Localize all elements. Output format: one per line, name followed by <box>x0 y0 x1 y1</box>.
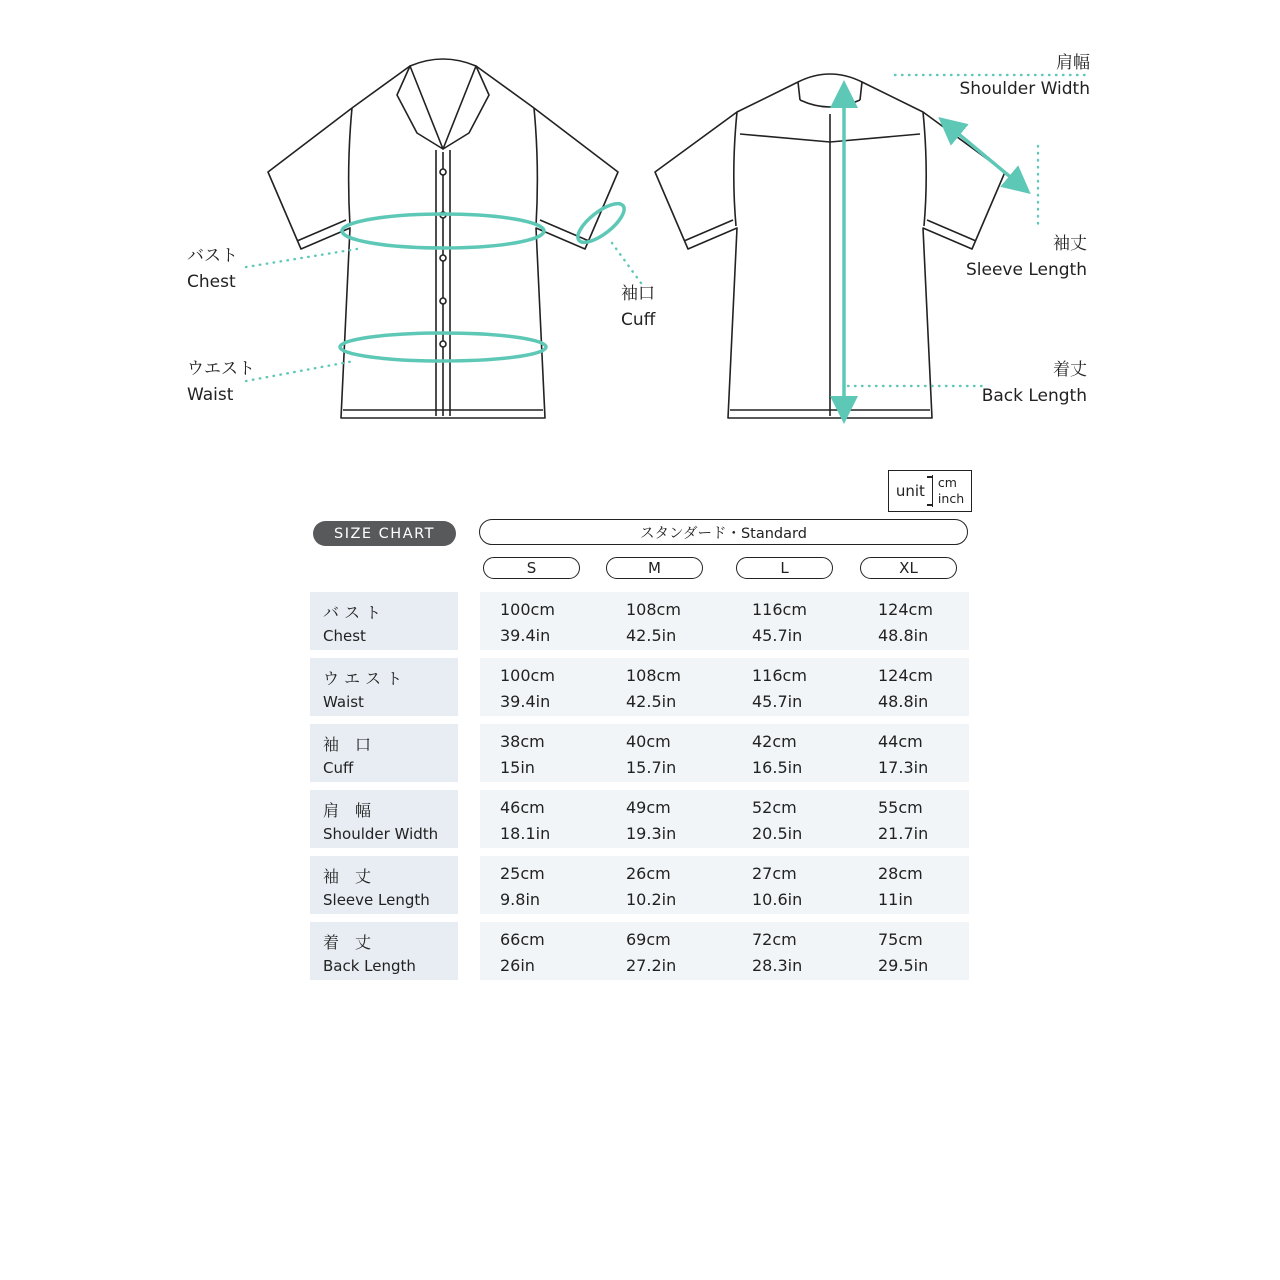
value-cm: 26cm <box>626 864 671 883</box>
table-row-shoulder-width <box>310 790 969 848</box>
row-label <box>310 856 458 914</box>
value-cm: 69cm <box>626 930 671 949</box>
row-label <box>310 592 458 650</box>
value-cell <box>752 930 802 975</box>
value-cell <box>878 930 928 975</box>
row-values <box>480 922 969 980</box>
label-shoulder-width <box>960 50 1091 103</box>
label-shoulder-width-jp: 肩幅 <box>1056 53 1090 73</box>
value-cell <box>500 864 545 909</box>
value-cell <box>500 798 550 843</box>
unit-label: unit <box>895 482 925 500</box>
size-pill-xl: XL <box>860 557 957 579</box>
value-in: 19.3in <box>626 824 677 843</box>
row-label-jp: 袖 口 <box>323 735 372 754</box>
value-in: 11in <box>878 890 913 909</box>
value-cm: 100cm <box>500 666 555 685</box>
row-values <box>480 658 969 716</box>
value-cell <box>626 666 681 711</box>
label-waist-jp: ウエスト <box>187 359 255 379</box>
unit-cm: cm <box>937 475 957 491</box>
value-in: 10.6in <box>752 890 803 909</box>
value-cm: 52cm <box>752 798 797 817</box>
value-cm: 75cm <box>878 930 923 949</box>
label-shoulder-width-en: Shoulder Width <box>959 79 1090 100</box>
value-in: 39.4in <box>500 626 551 645</box>
value-in: 16.5in <box>752 758 803 777</box>
table-row-chest <box>310 592 969 650</box>
value-cell <box>878 798 928 843</box>
row-label-en: Shoulder Width <box>323 825 439 843</box>
value-in: 27.2in <box>626 956 677 975</box>
value-cm: 116cm <box>752 600 807 619</box>
label-waist-en: Waist <box>187 385 234 406</box>
value-cm: 108cm <box>626 666 681 685</box>
value-cm: 100cm <box>500 600 555 619</box>
row-label-en: Sleeve Length <box>323 891 430 909</box>
label-cuff-en: Cuff <box>621 310 656 331</box>
value-cell <box>752 864 802 909</box>
value-cm: 55cm <box>878 798 923 817</box>
value-cell <box>500 930 545 975</box>
label-chest-en: Chest <box>187 272 236 293</box>
row-label-en: Back Length <box>323 957 416 975</box>
size-chart-title-badge: SIZE CHART <box>313 521 456 546</box>
label-back-length-en: Back Length <box>981 386 1087 407</box>
row-label-jp: 袖 丈 <box>323 867 372 886</box>
row-label <box>310 790 458 848</box>
value-cell <box>878 732 928 777</box>
label-sleeve-length-jp: 袖丈 <box>1053 234 1087 254</box>
value-cm: 66cm <box>500 930 545 949</box>
row-values <box>480 592 969 650</box>
value-in: 48.8in <box>878 626 929 645</box>
row-label <box>310 658 458 716</box>
row-values <box>480 856 969 914</box>
value-cm: 40cm <box>626 732 671 751</box>
value-in: 20.5in <box>752 824 803 843</box>
table-row-back-length <box>310 922 969 980</box>
value-cell <box>626 600 681 645</box>
value-cm: 46cm <box>500 798 545 817</box>
value-in: 48.8in <box>878 692 929 711</box>
value-in: 28.3in <box>752 956 803 975</box>
row-label-jp: ウ エ ス ト <box>323 669 403 688</box>
value-cm: 42cm <box>752 732 797 751</box>
unit-legend <box>888 470 972 512</box>
value-cm: 116cm <box>752 666 807 685</box>
row-label-jp: 肩 幅 <box>323 801 372 820</box>
category-pill: スタンダード・Standard <box>479 519 968 545</box>
row-label <box>310 724 458 782</box>
row-label-en: Waist <box>323 693 364 711</box>
value-in: 45.7in <box>752 692 803 711</box>
label-waist <box>187 356 255 409</box>
table-row-waist <box>310 658 969 716</box>
value-cell <box>500 600 555 645</box>
value-cm: 108cm <box>626 600 681 619</box>
value-in: 26in <box>500 956 535 975</box>
value-in: 42.5in <box>626 692 677 711</box>
value-in: 9.8in <box>500 890 541 909</box>
table-row-cuff <box>310 724 969 782</box>
value-cell <box>500 732 545 777</box>
value-cell <box>878 864 923 909</box>
row-values <box>480 724 969 782</box>
value-cm: 124cm <box>878 666 933 685</box>
label-back-length <box>982 357 1087 410</box>
value-cell <box>752 732 802 777</box>
value-in: 10.2in <box>626 890 677 909</box>
size-pill-s: S <box>483 557 580 579</box>
value-in: 17.3in <box>878 758 929 777</box>
row-label-en: Cuff <box>323 759 354 777</box>
value-cell <box>752 798 802 843</box>
label-sleeve-length <box>966 231 1087 284</box>
table-row-sleeve-length <box>310 856 969 914</box>
value-in: 21.7in <box>878 824 929 843</box>
value-cell <box>626 930 676 975</box>
back-shirt-drawing <box>655 74 1005 418</box>
value-in: 18.1in <box>500 824 551 843</box>
value-in: 15in <box>500 758 535 777</box>
value-cm: 25cm <box>500 864 545 883</box>
value-cm: 27cm <box>752 864 797 883</box>
value-in: 42.5in <box>626 626 677 645</box>
label-chest <box>187 243 238 296</box>
row-values <box>480 790 969 848</box>
unit-values <box>932 475 964 506</box>
value-cm: 44cm <box>878 732 923 751</box>
value-cm: 72cm <box>752 930 797 949</box>
front-shirt-drawing <box>268 59 618 418</box>
size-pill-m: M <box>606 557 703 579</box>
value-cell <box>626 864 676 909</box>
label-cuff-jp: 袖口 <box>621 284 655 304</box>
row-label-en: Chest <box>323 627 366 645</box>
unit-inch: inch <box>937 491 965 506</box>
waist-leader <box>246 361 354 381</box>
row-label-jp: 着 丈 <box>323 933 372 952</box>
value-cm: 28cm <box>878 864 923 883</box>
value-in: 29.5in <box>878 956 929 975</box>
row-label <box>310 922 458 980</box>
label-cuff <box>621 281 655 334</box>
value-cell <box>878 600 933 645</box>
value-cm: 49cm <box>626 798 671 817</box>
value-cm: 38cm <box>500 732 545 751</box>
value-cell <box>626 732 676 777</box>
value-cell <box>500 666 555 711</box>
value-cell <box>626 798 676 843</box>
chest-leader <box>246 249 357 267</box>
label-sleeve-length-en: Sleeve Length <box>966 260 1087 281</box>
value-cell <box>752 600 807 645</box>
value-in: 39.4in <box>500 692 551 711</box>
value-cell <box>878 666 933 711</box>
label-back-length-jp: 着丈 <box>1053 360 1087 380</box>
row-label-jp: バ ス ト <box>323 603 382 622</box>
size-pill-l: L <box>736 557 833 579</box>
value-in: 45.7in <box>752 626 803 645</box>
value-cm: 124cm <box>878 600 933 619</box>
label-chest-jp: バスト <box>187 246 238 266</box>
value-in: 15.7in <box>626 758 677 777</box>
value-cell <box>752 666 807 711</box>
cuff-leader <box>612 243 641 283</box>
